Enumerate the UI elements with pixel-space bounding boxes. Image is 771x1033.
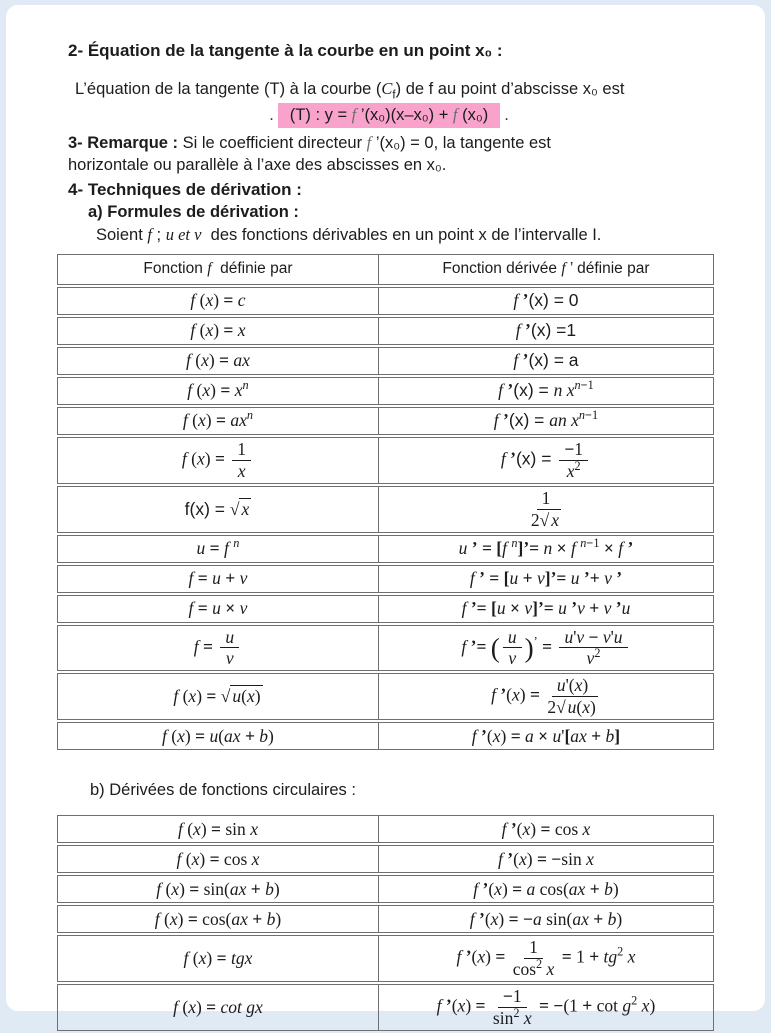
table-row — [57, 984, 714, 1031]
function-cell: f (x) = $\frac{1}{x}$ — [57, 437, 379, 484]
derivative-cell: f ’(x) = a cos(ax + b) — [379, 875, 714, 903]
derivative-cell: f ’(x) = 0 — [379, 287, 714, 315]
function-cell: f (x) = tgx — [57, 935, 379, 982]
derivative-cell: f ’(x) = cos x — [379, 815, 714, 843]
table-row — [57, 486, 714, 533]
function-cell: f (x) = sin(ax + b) — [57, 875, 379, 903]
tangent-formula-line — [57, 103, 721, 128]
function-cell: f (x) = c — [57, 287, 379, 315]
derivative-cell: $\frac{1}{2√ x}$ — [379, 486, 714, 533]
derivative-cell: f ’= ( $\frac{u}{v}$ )’ = $\frac{u'v - v'u}{v^2}$ — [379, 625, 714, 672]
table-row — [57, 437, 714, 484]
function-cell: f (x) = cos(ax + b) — [57, 905, 379, 933]
table-row — [57, 317, 714, 345]
derivative-cell: u ’ = [f $^n$]’= n × f $^{n-1}$ × f ’ — [379, 535, 714, 563]
derivative-cell: f ’(x) = a — [379, 347, 714, 375]
table-row — [57, 407, 714, 435]
table-row — [57, 347, 714, 375]
dot-before: . — [269, 106, 274, 125]
tangent-sentence: L’équation de la tangente (T) à la courbe $(C_f)$ de f au point d’abscisse x₀ est — [75, 79, 625, 102]
table-row — [57, 905, 714, 933]
table-row — [57, 377, 714, 405]
table-row — [57, 565, 714, 593]
function-cell: f (x) = x — [57, 317, 379, 345]
function-cell: u = f $^n$ — [57, 535, 379, 563]
derivative-cell: f ’(x) = $\frac{1}{\cos^2 x}$ = $1 + tg^2$ x — [379, 935, 714, 982]
function-cell: f $(x) = x^n$ — [57, 377, 379, 405]
function-cell: f (x) = ax — [57, 347, 379, 375]
dot-after: . — [504, 106, 509, 125]
function-cell: f $(x) = ax^n$ — [57, 407, 379, 435]
header-derivative: Fonction dérivée f ’ définie par — [379, 254, 714, 285]
derivative-cell: f ’= [u × v]’= u ’v + v ’u — [379, 595, 714, 623]
table-row — [57, 287, 714, 315]
function-cell: f = u + v — [57, 565, 379, 593]
derivative-cell: f ’(x) = −a sin(ax + b) — [379, 905, 714, 933]
function-cell: f (x) = u(ax + b) — [57, 722, 379, 750]
derivative-cell: f ’(x) = $\frac{-1}{x^2}$ — [379, 437, 714, 484]
soient-line: Soient f ; u et v des fonctions dérivables en un point x de l’intervalle I. — [96, 224, 602, 244]
table-row — [57, 722, 714, 750]
table-row — [57, 673, 714, 720]
section4-heading: 4- Techniques de dérivation : — [68, 179, 302, 199]
derivative-cell: f ’ = [u + v]’= u ’+ v ’ — [379, 565, 714, 593]
remark-paragraph — [68, 132, 721, 177]
remark-text: Si le coefficient directeur f ’(x₀) = 0, la tangente est — [178, 133, 551, 153]
table-row — [57, 815, 714, 843]
table-header-row — [57, 254, 714, 285]
table-row — [57, 875, 714, 903]
derivative-cell: f ’(x) =1 — [379, 317, 714, 345]
function-cell: f (x) = cot gx — [57, 984, 379, 1031]
derivative-cell: f ’(x) = $\frac{-1}{\sin^2 x}$ = $-(1 + \cot g^2$ x) — [379, 984, 714, 1031]
document-page — [6, 5, 765, 1028]
sub-a-heading: a) Formules de dérivation : — [88, 202, 299, 221]
function-cell: f (x) = cos x — [57, 845, 379, 873]
table-row — [57, 535, 714, 563]
function-cell: f (x) = √ u(x) — [57, 673, 379, 720]
function-cell: f = $\frac{u}{v}$ — [57, 625, 379, 672]
circular-derivatives-table — [57, 813, 714, 1033]
table-row — [57, 845, 714, 873]
tangent-formula-highlight: (T) : y = f ’(x₀)(x–x₀) + f (x₀) — [278, 103, 500, 128]
remark-line2: horizontale ou parallèle à l’axe des abscisses en x₀. — [68, 156, 447, 175]
derivative-cell: f ’(x) = −sin x — [379, 845, 714, 873]
table-row — [57, 625, 714, 672]
sub-b-heading: b) Dérivées de fonctions circulaires : — [90, 781, 356, 800]
function-cell: f = u × v — [57, 595, 379, 623]
section2-heading: 2- Équation de la tangente à la courbe en un point x₀ : — [68, 41, 503, 60]
header-function: Fonction f définie par — [57, 254, 379, 285]
derivative-cell: f ’(x) = $\frac{u'(x)}{2√ u(x)}$ — [379, 673, 714, 720]
table-row — [57, 595, 714, 623]
table-row — [57, 935, 714, 982]
function-cell: f(x) = √ x — [57, 486, 379, 533]
remark-label: 3- Remarque : — [68, 134, 179, 153]
derivative-cell: f ’(x) = n $x^{n-1}$ — [379, 377, 714, 405]
derivative-cell: f ’(x) = a × u'[ax + b] — [379, 722, 714, 750]
derivative-cell: f ’(x) = an $x^{n-1}$ — [379, 407, 714, 435]
derivative-formulas-table — [57, 252, 714, 752]
function-cell: f (x) = sin x — [57, 815, 379, 843]
